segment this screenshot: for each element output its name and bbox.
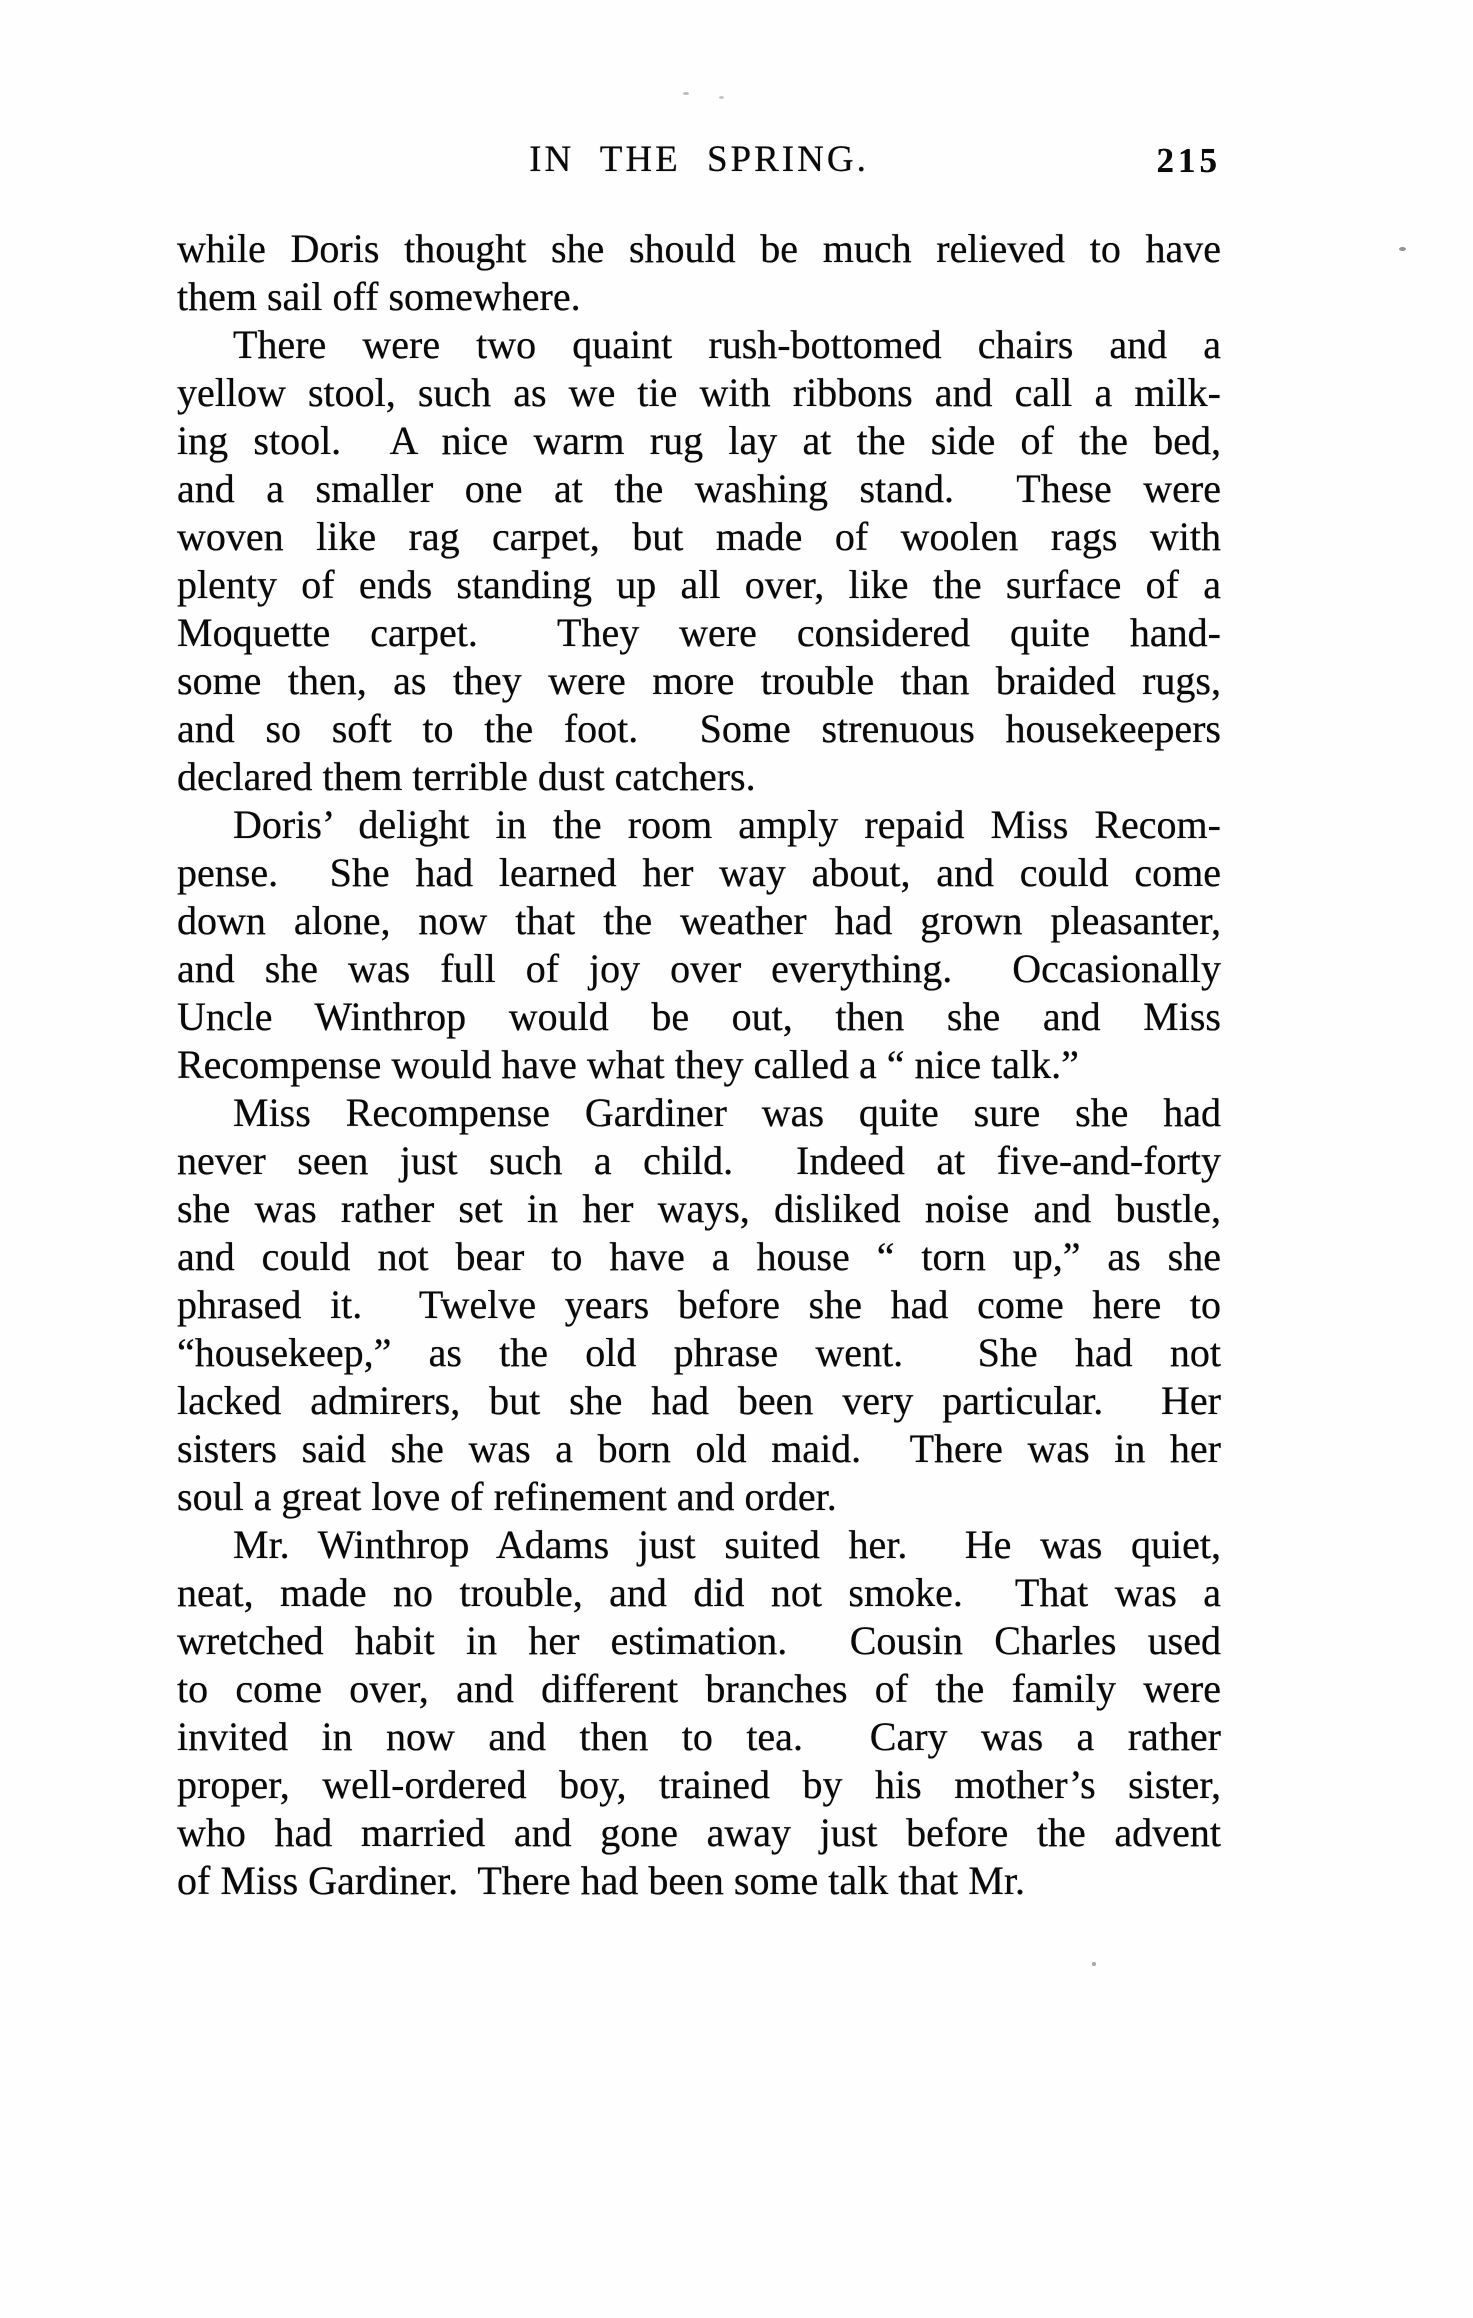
text-line: neat, made no trouble, and did not smoke. That was a bbox=[177, 1570, 1221, 1615]
text-line: Doris’ delight in the room amply repaid Miss Recom- bbox=[233, 802, 1221, 847]
text-line: soul a great love of refinement and order. bbox=[177, 1474, 837, 1519]
text-line: some then, as they were more trouble than braided rugs, bbox=[177, 658, 1221, 703]
text-line: declared them terrible dust catchers. bbox=[177, 754, 756, 799]
body-text bbox=[177, 225, 1221, 1905]
text-line: invited in now and then to tea. Cary was a rather bbox=[177, 1714, 1221, 1759]
text-line: to come over, and different branches of the family were bbox=[177, 1666, 1221, 1711]
text-line: and she was full of joy over everything. Occasionally bbox=[177, 946, 1221, 991]
text-line: There were two quaint rush-bottomed chairs and a bbox=[233, 322, 1221, 367]
text-line: Recompense would have what they called a “ nice talk.” bbox=[177, 1042, 1079, 1087]
text-line: woven like rag carpet, but made of woolen rags with bbox=[177, 514, 1221, 559]
text-line: proper, well-ordered boy, trained by his mother’s sister, bbox=[177, 1762, 1221, 1807]
text-line: phrased it. Twelve years before she had come here to bbox=[177, 1282, 1221, 1327]
paragraph bbox=[177, 801, 1221, 1089]
text-line: plenty of ends standing up all over, like the surface of a bbox=[177, 562, 1221, 607]
paragraph bbox=[177, 225, 1221, 321]
scan-speck bbox=[1399, 247, 1406, 251]
text-line: of Miss Gardiner. There had been some talk that Mr. bbox=[177, 1858, 1025, 1903]
text-line: and so soft to the foot. Some strenuous housekeepers bbox=[177, 706, 1221, 751]
text-line: ing stool. A nice warm rug lay at the side of the bed, bbox=[177, 418, 1221, 463]
text-line: yellow stool, such as we tie with ribbons and call a milk- bbox=[177, 370, 1221, 415]
text-line: down alone, now that the weather had grown pleasanter, bbox=[177, 898, 1221, 943]
text-line: and could not bear to have a house “ torn up,” as she bbox=[177, 1234, 1221, 1279]
text-line: who had married and gone away just before the advent bbox=[177, 1810, 1221, 1855]
text-line: “housekeep,” as the old phrase went. She had not bbox=[177, 1330, 1221, 1375]
page-header bbox=[177, 138, 1221, 192]
text-line: Moquette carpet. They were considered quite hand- bbox=[177, 610, 1221, 655]
text-line: and a smaller one at the washing stand. These were bbox=[177, 466, 1221, 511]
paragraph bbox=[177, 321, 1221, 801]
text-line: she was rather set in her ways, disliked noise and bustle, bbox=[177, 1186, 1221, 1231]
paragraph bbox=[177, 1089, 1221, 1521]
text-line: sisters said she was a born old maid. There was in her bbox=[177, 1426, 1221, 1471]
text-line: wretched habit in her estimation. Cousin Charles used bbox=[177, 1618, 1221, 1663]
text-line: Uncle Winthrop would be out, then she and Miss bbox=[177, 994, 1221, 1039]
page-number: 215 bbox=[1156, 141, 1221, 180]
scan-speck bbox=[1092, 1962, 1096, 1966]
running-title: IN THE SPRING. bbox=[529, 139, 869, 180]
text-line: Mr. Winthrop Adams just suited her. He was quiet, bbox=[233, 1522, 1221, 1567]
text-line: Miss Recompense Gardiner was quite sure she had bbox=[233, 1090, 1221, 1135]
text-line: lacked admirers, but she had been very particular. Her bbox=[177, 1378, 1221, 1423]
paragraph bbox=[177, 1521, 1221, 1905]
scan-speck bbox=[719, 96, 724, 99]
text-line: pense. She had learned her way about, and could come bbox=[177, 850, 1221, 895]
text-line: while Doris thought she should be much relieved to have bbox=[177, 226, 1221, 271]
text-line: them sail off somewhere. bbox=[177, 274, 581, 319]
text-line: never seen just such a child. Indeed at five-and-forty bbox=[177, 1138, 1221, 1183]
scan-speck bbox=[683, 92, 689, 95]
